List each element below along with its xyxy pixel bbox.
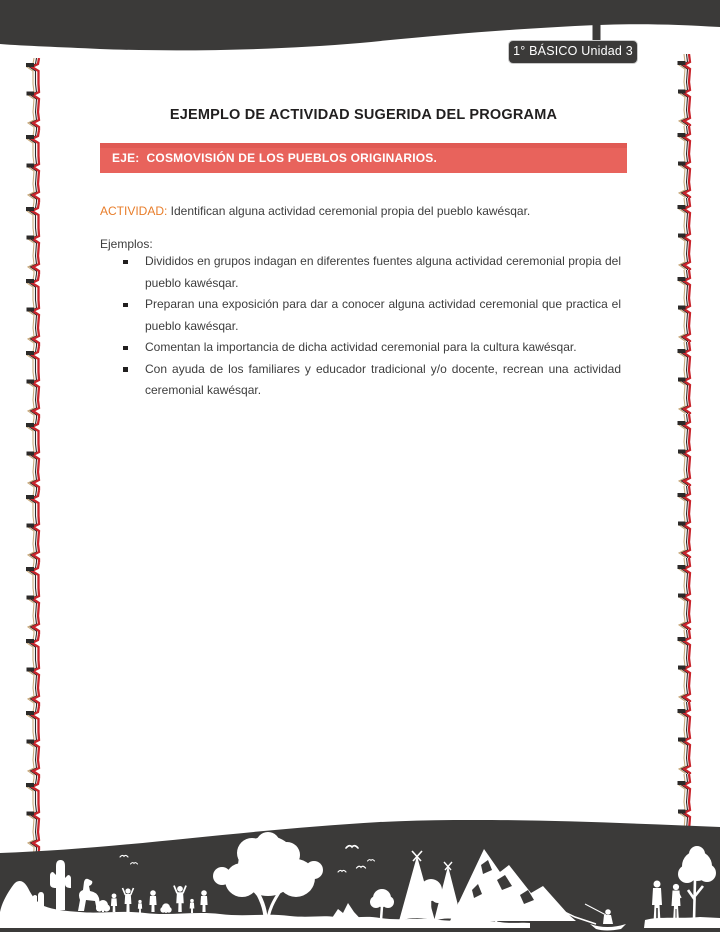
bullet-text: Divididos en grupos indagan en diferentes fuentes alguna actividad ceremonial propia del pueblo kawésqar. bbox=[145, 254, 621, 290]
bullet-item bbox=[100, 359, 627, 402]
page-title: EJEMPLO DE ACTIVIDAD SUGERIDA DEL PROGRAMA bbox=[169, 107, 558, 123]
bullet-item bbox=[100, 251, 627, 294]
unit-badge: 1° BÁSICO Unidad 3 bbox=[508, 40, 638, 64]
bullet-item bbox=[100, 294, 627, 337]
actividad-label: ACTIVIDAD: bbox=[100, 204, 168, 218]
actividad-paragraph bbox=[100, 203, 627, 220]
bullet-text: Preparan una exposición para dar a conocer alguna actividad ceremonial que practica el pueblo kawésqar. bbox=[145, 297, 621, 333]
ejemplos-bullet-list bbox=[100, 251, 627, 402]
left-zigzag-border-icon bbox=[23, 58, 51, 852]
footer-silhouette-art bbox=[0, 820, 720, 932]
actividad-text: Identifican alguna actividad ceremonial propia del pueblo kawésqar. bbox=[167, 204, 531, 218]
eje-banner bbox=[100, 143, 627, 173]
bullet-text: Comentan la importancia de dicha actividad ceremonial para la cultura kawésqar. bbox=[145, 340, 577, 354]
right-zigzag-border-icon bbox=[673, 54, 701, 826]
bullet-item bbox=[100, 337, 627, 359]
ejemplos-label: Ejemplos: bbox=[100, 237, 153, 251]
eje-banner-label: EJE: COSMOVISIÓN DE LOS PUEBLOS ORIGINARIOS. bbox=[112, 151, 438, 165]
bullet-text: Con ayuda de los familiares y educador tradicional y/o docente, recrean una actividad ceremonial kawésqar. bbox=[145, 361, 621, 397]
